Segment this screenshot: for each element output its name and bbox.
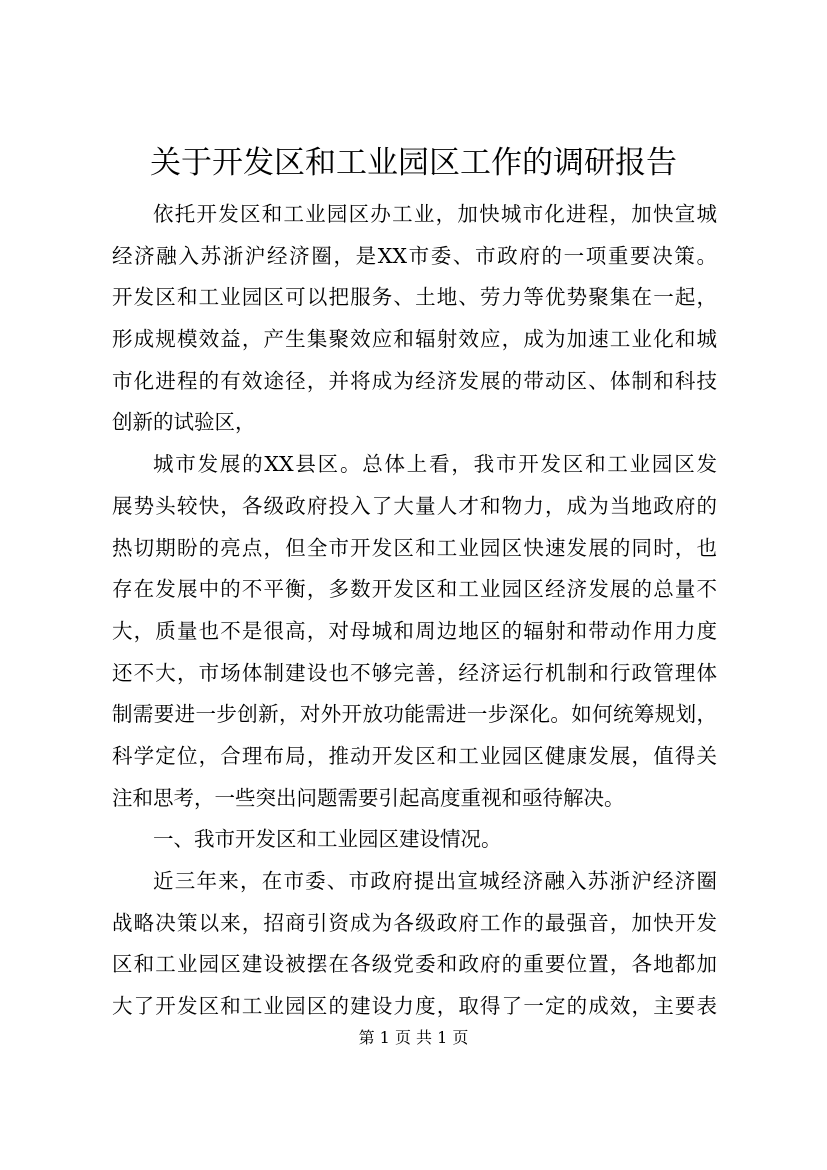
paragraph-line: 展势头较快，各级政府投入了大量人才和物力，成为当地政府的 <box>112 493 717 518</box>
paragraph-line: 创新的试验区， <box>112 410 256 435</box>
paragraph-line: 制需要进一步创新，对外开放功能需进一步深化。如何统筹规划， <box>112 702 717 727</box>
paragraph-line: 大了开发区和工业园区的建设力度，取得了一定的成效，主要表 <box>112 994 717 1019</box>
paragraph-line: 热切期盼的亮点，但全市开发区和工业园区快速发展的同时，也 <box>112 535 717 560</box>
page-footer: 第 1 页 共 1 页 <box>358 1028 469 1047</box>
paragraph-line: 开发区和工业园区可以把服务、土地、劳力等优势聚集在一起， <box>112 285 717 310</box>
section-heading: 一、我市开发区和工业园区建设情况。 <box>153 827 502 852</box>
paragraph-line: 近三年来，在市委、市政府提出宣城经济融入苏浙沪经济圈 <box>153 869 717 893</box>
paragraph-line: 市化进程的有效途径，并将成为经济发展的带动区、体制和科技 <box>112 368 717 393</box>
paragraph-line: 形成规模效益，产生集聚效应和辐射效应，成为加速工业化和城 <box>112 327 717 352</box>
paragraph-line: 区和工业园区建设被摆在各级党委和政府的重要位置，各地都加 <box>112 952 717 977</box>
paragraph-line: 依托开发区和工业园区办工业，加快城市化进程，加快宣城 <box>153 202 717 226</box>
document-body <box>112 194 717 1028</box>
paragraph-line: 经济融入苏浙沪经济圈，是XX市委、市政府的一项重要决策。 <box>112 243 717 268</box>
paragraph-line: 大，质量也不是很高，对母城和周边地区的辐射和带动作用力度 <box>112 618 717 643</box>
document-title: 关于开发区和工业园区工作的调研报告 <box>150 145 677 181</box>
paragraph-line: 科学定位，合理布局，推动开发区和工业园区健康发展，值得关 <box>112 743 717 768</box>
paragraph-line: 城市发展的XX县区。总体上看，我市开发区和工业园区发 <box>153 452 717 477</box>
paragraph-line: 注和思考，一些突出问题需要引起高度重视和亟待解决。 <box>112 785 625 810</box>
paragraph-line: 存在发展中的不平衡，多数开发区和工业园区经济发展的总量不 <box>112 577 717 602</box>
paragraph-line: 还不大，市场体制建设也不够完善，经济运行机制和行政管理体 <box>112 660 717 685</box>
paragraph-line: 战略决策以来，招商引资成为各级政府工作的最强音，加快开发 <box>112 910 717 935</box>
